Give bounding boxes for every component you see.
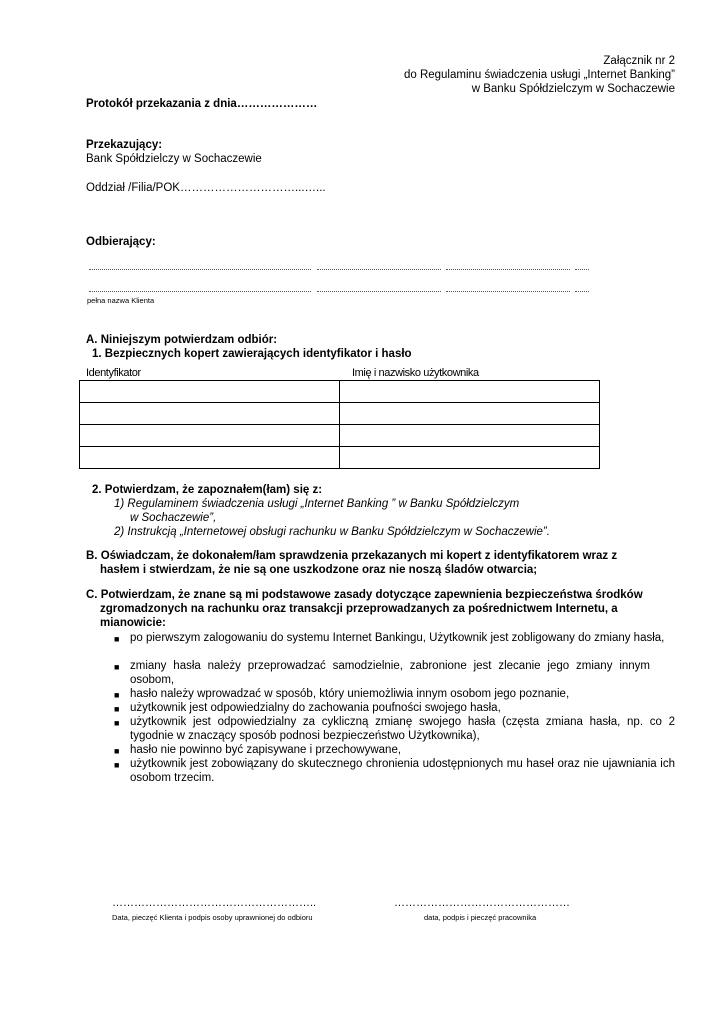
section-a-sub-2: 2) Instrukcją „Internetowej obsługi rachunku w Banku Spółdzielczym w Sochaczewie”. [114,526,550,538]
column-header-identifier: Identyfikator [86,367,141,379]
bullet-icon: ■ [114,662,120,672]
table-cell [340,447,600,469]
table-cell [340,381,600,403]
table-row [80,447,600,469]
table-cell [80,447,340,469]
annex-line-1: Załącznik nr 2 [603,55,675,67]
column-header-user-name: Imię i nazwisko użytkownika [352,367,479,379]
section-c-line-2: zgromadzonych na rachunku oraz transakcji przeprowadzanych za pośrednictwem Internetu, a [100,603,618,615]
list-item: użytkownik jest zobowiązany do skutecznego chronienia udostępnionych mu haseł oraz nie ujawniania ich osobom trzecim. [130,758,675,784]
section-b-line-1: B. Oświadczam, że dokonałem/łam sprawdzenia przekazanych mi kopert z identyfikatorem wraz z [86,550,618,562]
list-item: hasło należy wprowadzać w sposób, który uniemożliwia innym osobom jego poznanie, [130,688,570,700]
bullet-icon: ■ [114,690,120,700]
signature-line-client: ……………………………………………….. [112,897,317,909]
section-c-line-3: mianowicie: [100,617,166,629]
recipient-dotline-2c [446,291,570,292]
list-item: zmiany hasła należy przeprowadzać samodzielnie, zabronione jest zlecanie jego zmiany innym osobom, [130,660,650,686]
section-a-item-2: 2. Potwierdzam, że zapoznałem(łam) się z: [92,484,323,496]
recipient-dotline-2d [575,291,589,292]
bullet-icon: ■ [114,746,120,756]
signature-caption-employee: data, podpis i pieczęć pracownika [424,913,537,922]
signature-caption-client: Data, pieczęć Klienta i podpis osoby uprawnionej do odbioru [112,913,313,922]
recipient-caption: pełna nazwa Klienta [87,296,155,305]
annex-header [404,54,675,96]
table-cell [340,425,600,447]
table-cell [80,425,340,447]
table-cell [80,381,340,403]
annex-line-2: do Regulaminu świadczenia usługi „Internet Banking” [403,69,675,81]
bullet-icon: ■ [114,760,120,770]
transferor-branch: Oddział /Filia/POK…………………………...…... [86,182,326,194]
bullet-icon: ■ [114,704,120,714]
section-b-line-2: hasłem i stwierdzam, że nie są one uszkodzone oraz nie noszą śladów otwarcia; [100,564,538,576]
identifier-table [79,380,600,469]
section-a-sub-1-cont: w Sochaczewie”, [130,512,217,524]
list-item: użytkownik jest odpowiedzialny za cykliczną zmianę swojego hasła (częsta zmiana hasła, np. co 2 tygodnie w znaczący sposób podnosi bezpieczeństwo Użytkownika), [130,716,675,742]
section-a-sub-1 [114,498,519,510]
section-a-item-1: 1. Bezpiecznych kopert zawierających identyfikator i hasło [92,348,412,360]
recipient-dotline-1b [317,269,441,270]
recipient-dotline-1d [575,269,589,270]
table-cell [80,403,340,425]
list-item: po pierwszym zalogowaniu do systemu Internet Bankingu, Użytkownik jest zobligowany do zmiany hasła, [130,632,665,644]
protocol-title: Protokół przekazania z dnia………………… [86,98,318,110]
table-row [80,381,600,403]
recipient-dotline-1c [446,269,570,270]
bullet-icon: ■ [114,634,120,644]
table-row [80,425,600,447]
transferor-bank: Bank Spółdzielczy w Sochaczewie [86,153,262,165]
signature-line-employee: ………………………………………… [394,897,570,909]
table-row [80,403,600,425]
section-a-heading: A. Niniejszym potwierdzam odbiór: [86,334,278,346]
bullet-icon: ■ [114,718,120,728]
list-item: użytkownik jest odpowiedzialny do zachowania poufności swojego hasła, [130,702,501,714]
recipient-dotline-2b [317,291,441,292]
annex-line-3: w Banku Spółdzielczym w Sochaczewie [471,83,675,95]
section-c-line-1: C. Potwierdzam, że znane są mi podstawowe zasady dotyczące zapewnienia bezpieczeństwa środków [86,589,643,601]
recipient-dotline-2a [89,291,311,292]
recipient-heading: Odbierający: [86,236,156,248]
transferor-heading: Przekazujący: [86,139,163,151]
recipient-dotline-1a [89,269,311,270]
list-item: hasło nie powinno być zapisywane i przechowywane, [130,744,402,756]
table-cell [340,403,600,425]
sub-1-text: 1) Regulaminem świadczenia usługi „Internet Banking ” w Banku Spółdzielczym [114,498,520,510]
